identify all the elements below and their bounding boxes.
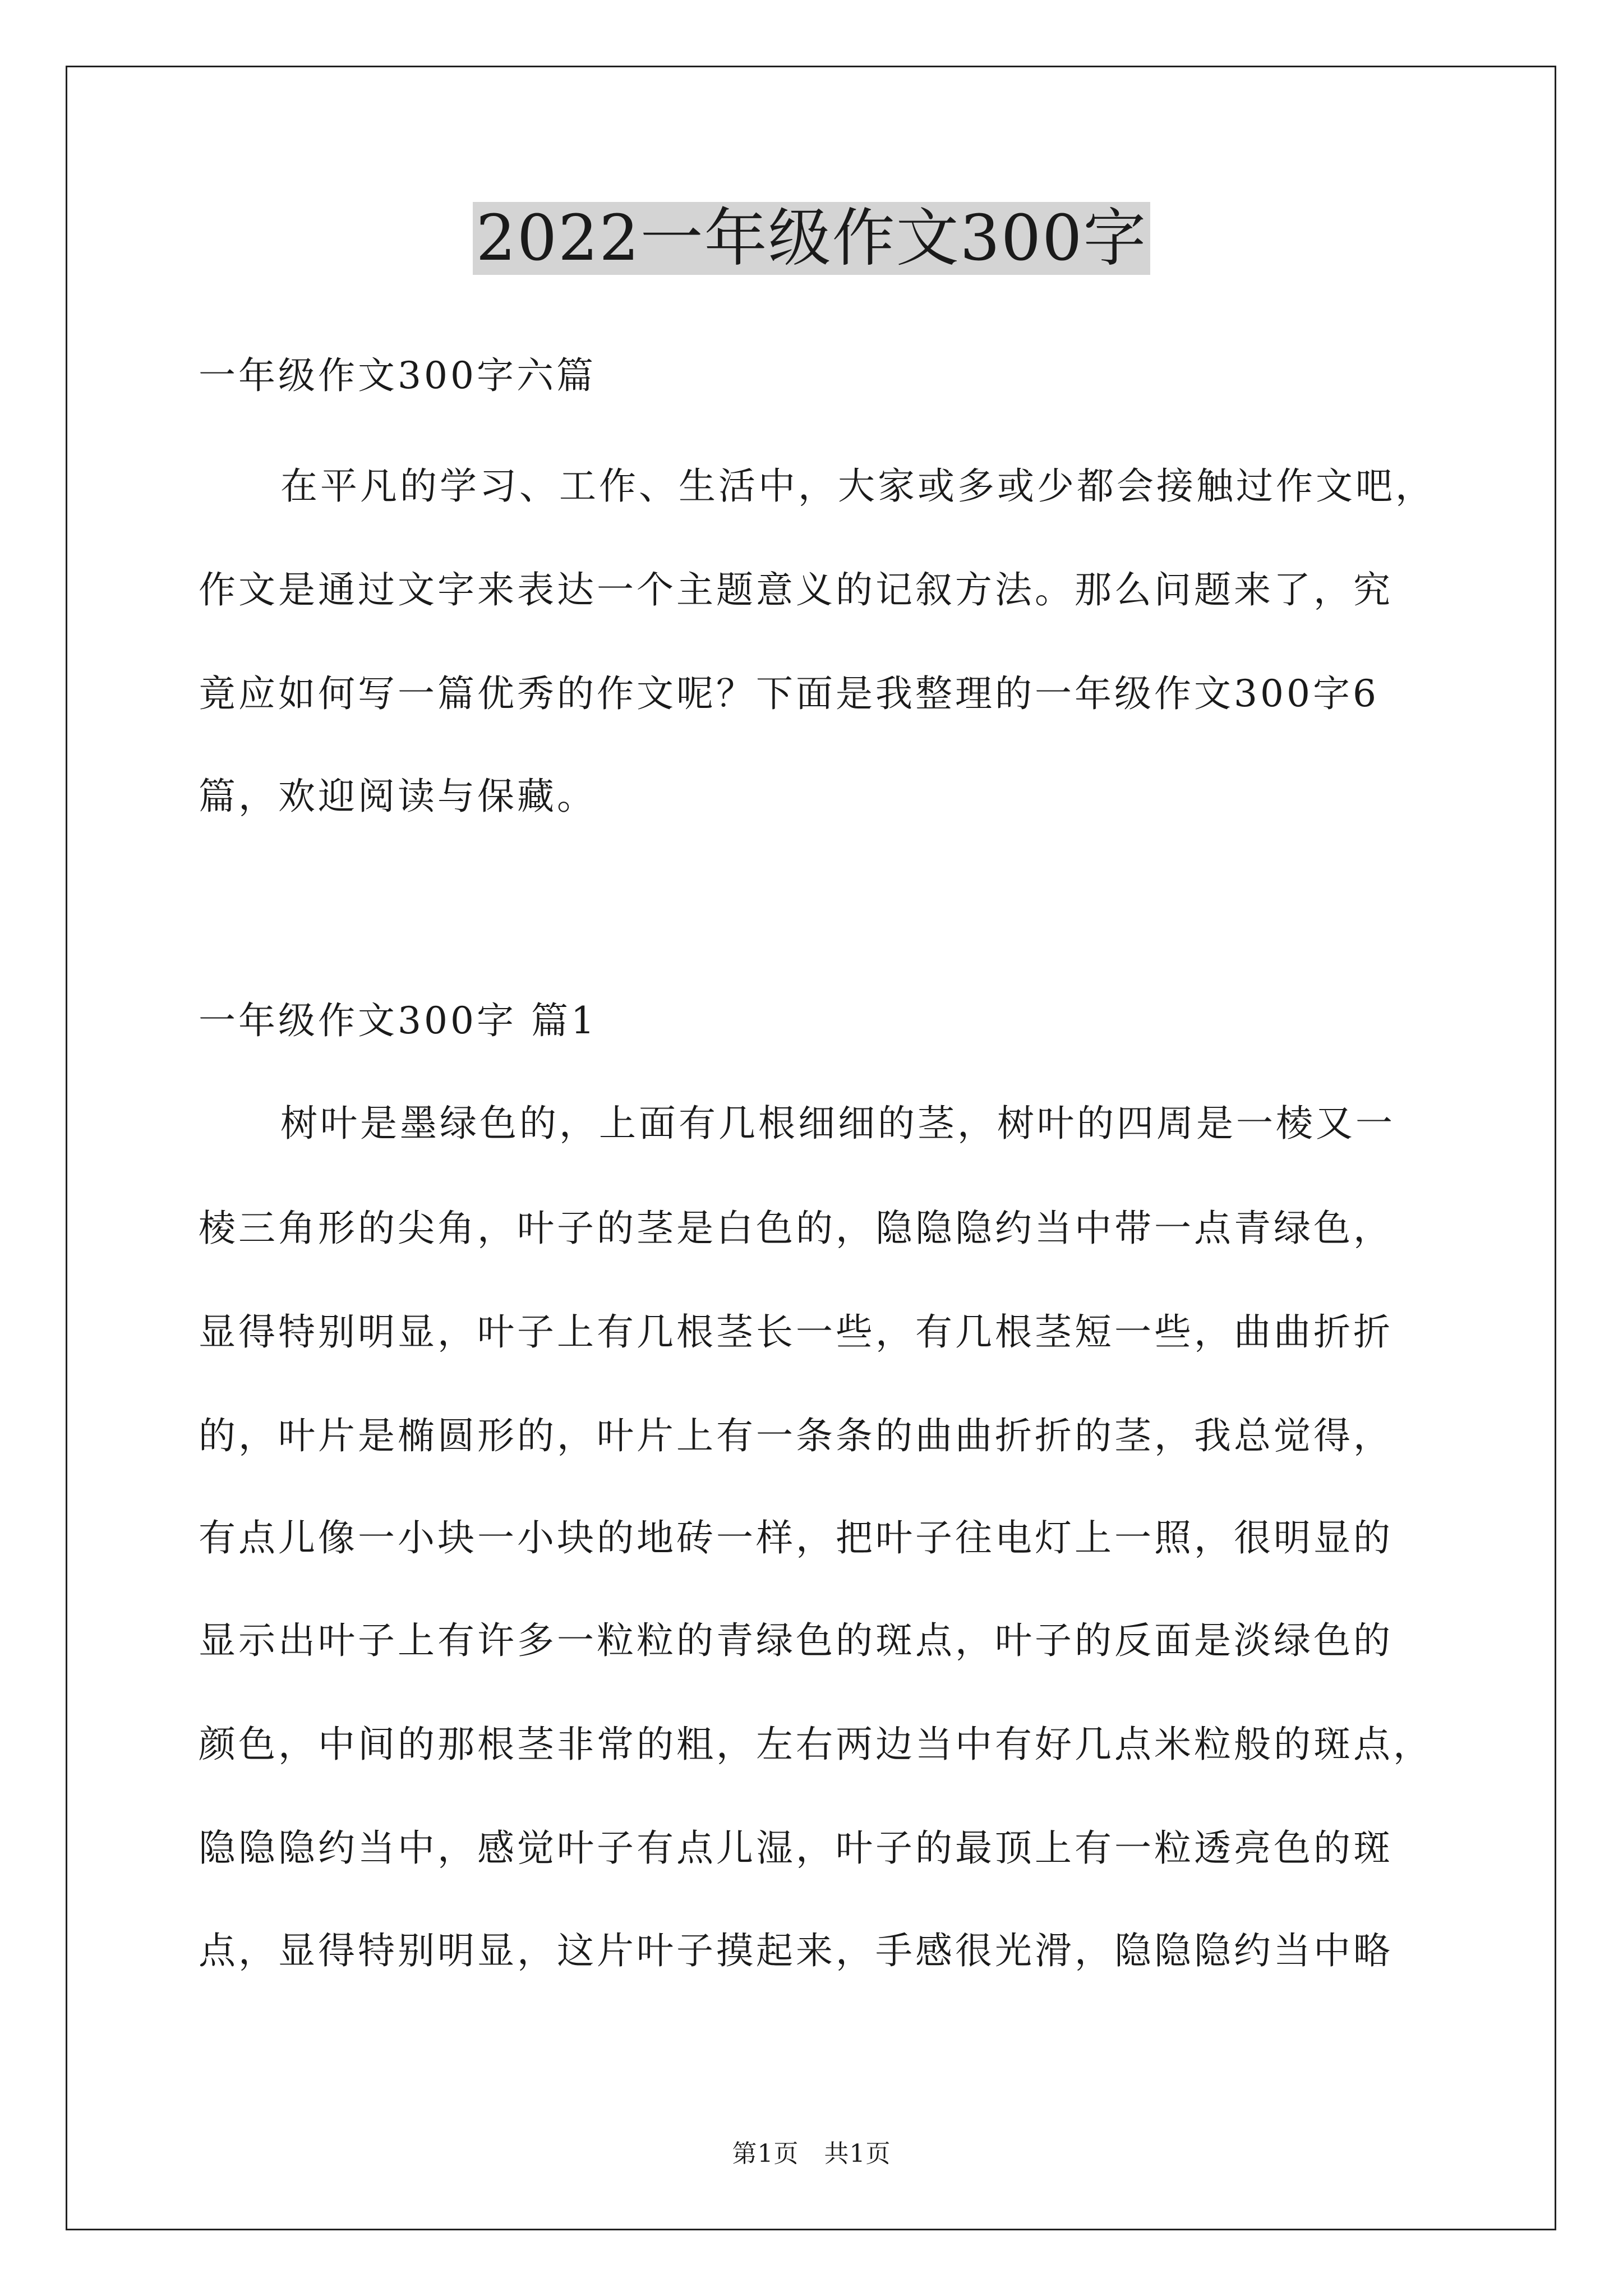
document-subtitle: 一年级作文300字六篇: [199, 354, 596, 397]
intro-line: 作文是通过文字来表达一个主题意义的记叙方法。那么问题来了，究: [199, 568, 1393, 611]
document-title: [0, 199, 1623, 278]
section-body-line: 显得特别明显，叶子上有几根茎长一些，有几根茎短一些，曲曲折折: [199, 1310, 1393, 1354]
section-body-line: 棱三角形的尖角，叶子的茎是白色的，隐隐隐约当中带一点青绿色，: [199, 1207, 1393, 1250]
intro-line: 在平凡的学习、工作、生活中，大家或多或少都会接触过作文吧，: [280, 464, 1435, 508]
section-body-line: 有点儿像一小块一小块的地砖一样，把叶子往电灯上一照，很明显的: [199, 1516, 1393, 1559]
intro-line: 篇，欢迎阅读与保藏。: [199, 775, 597, 818]
section-body-line: 显示出叶子上有许多一粒粒的青绿色的斑点，叶子的反面是淡绿色的: [199, 1619, 1393, 1662]
document-title-text: 2022一年级作文300字: [473, 202, 1151, 275]
page-footer: 第1页 共1页: [732, 2139, 891, 2168]
section-heading: 一年级作文300字 篇1: [199, 999, 597, 1042]
section-body-line: 点，显得特别明显，这片叶子摸起来，手感很光滑，隐隐隐约当中略: [199, 1929, 1393, 1972]
intro-line: 竟应如何写一篇优秀的作文呢？下面是我整理的一年级作文300字6: [199, 672, 1379, 715]
section-body-line: 隐隐隐约当中，感觉叶子有点儿湿，叶子的最顶上有一粒透亮色的斑: [199, 1826, 1393, 1870]
section-body-line: 的，叶片是椭圆形的，叶片上有一条条的曲曲折折的茎，我总觉得，: [199, 1414, 1393, 1457]
section-body-line: 颜色，中间的那根茎非常的粗，左右两边当中有好几点米粒般的斑点，: [199, 1723, 1433, 1766]
section-body-line: 树叶是墨绿色的，上面有几根细细的茎，树叶的四周是一棱又一: [280, 1102, 1395, 1145]
